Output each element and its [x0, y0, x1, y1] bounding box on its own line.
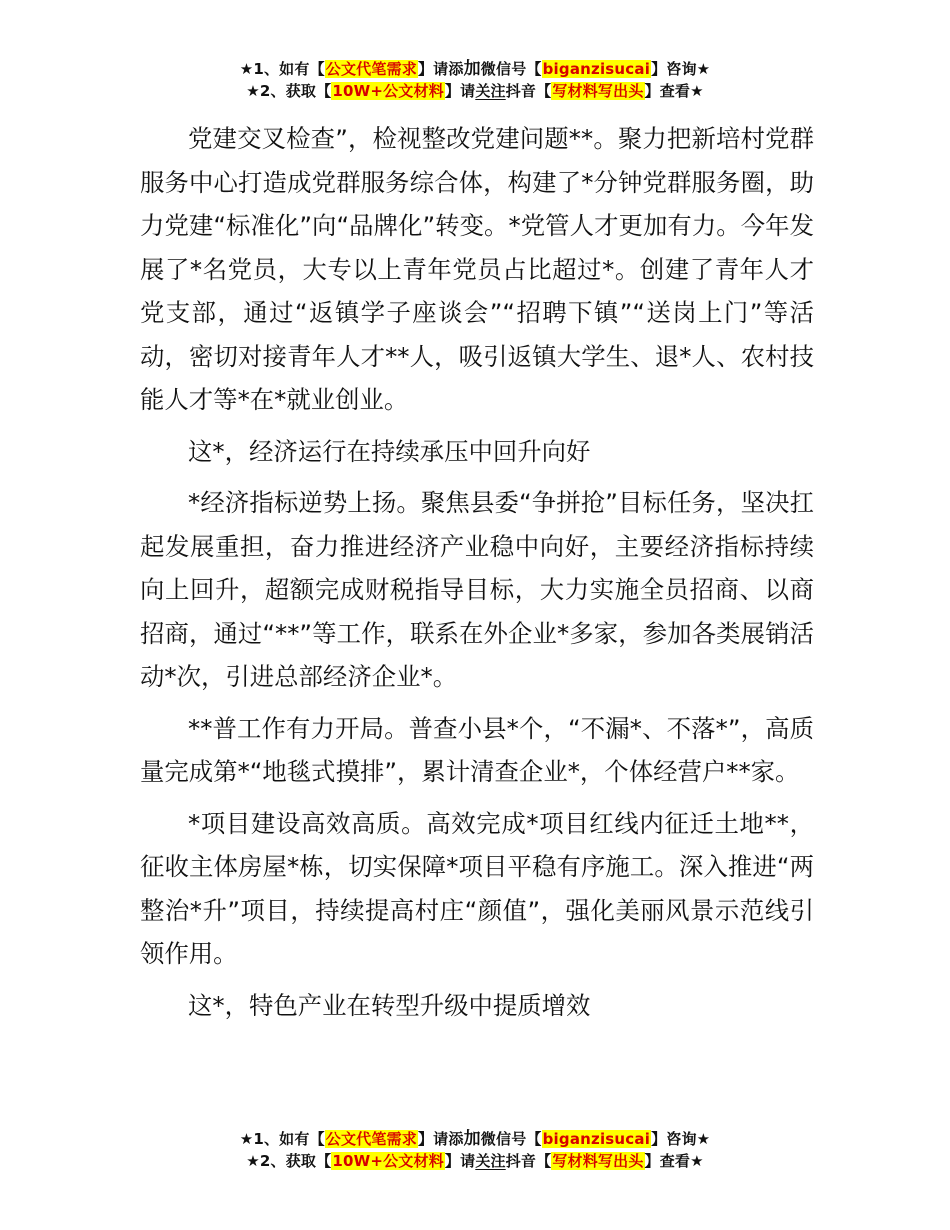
- banner-douyin-id: 写材料写出头: [552, 1152, 644, 1170]
- paragraph: *项目建设高效高质。高效完成*项目红线内征迁土地**，征收主体房屋*栋，切实保障*项目平稳有序施工。深入推进“两整治*升”项目，持续提高村庄“颜值”，强化美丽风景示范线引领作用。: [140, 808, 814, 968]
- banner-highlight: 10W+公文材料: [332, 1152, 444, 1170]
- banner-text: 抖音【: [505, 1152, 552, 1170]
- footer-banner-line-2: [0, 1150, 950, 1172]
- banner-wechat-id: biganzisucai: [542, 60, 651, 78]
- banner-underlined-text: 关注: [475, 1152, 506, 1170]
- banner-text: ★2、获取【: [246, 82, 332, 100]
- banner-text: ★2、获取【: [246, 1152, 332, 1170]
- section-heading: 这*，特色产业在转型升级中提质增效: [188, 990, 591, 1020]
- banner-highlight: 10W+公文材料: [332, 82, 444, 100]
- header-banner-line-2: [0, 80, 950, 102]
- banner-text: 】查看★: [644, 1152, 704, 1170]
- paragraph: *经济指标逆势上扬。聚焦县委“争拼抢”目标任务，坚决扛起发展重担，奋力推进经济产业稳中向好，主要经济指标持续向上回升，超额完成财税指导目标，大力实施全员招商、以商招商，通过“**”等工作，联系在外企业*多家，参加各类展销活动*次，引进总部经济企业*。: [140, 488, 814, 691]
- banner-bold-text: 加: [463, 59, 481, 79]
- footer-banner: [0, 1128, 950, 1172]
- banner-text: ★1、如有【: [239, 1130, 325, 1148]
- section-heading: 这*，经济运行在持续承压中回升向好: [188, 436, 591, 466]
- footer-banner-line-1: [0, 1128, 950, 1150]
- banner-text: 微信号【: [480, 1130, 542, 1148]
- banner-text: 】咨询★: [651, 60, 711, 78]
- banner-highlight: 公文代笔需求: [325, 1130, 417, 1148]
- header-banner: [0, 58, 950, 102]
- banner-text: 】请: [444, 1152, 476, 1170]
- banner-text: 】请添: [417, 1130, 464, 1148]
- banner-underlined-text: 关注: [475, 82, 506, 100]
- banner-text: 】查看★: [644, 82, 704, 100]
- header-banner-line-1: [0, 58, 950, 80]
- banner-text: 微信号【: [480, 60, 542, 78]
- paragraph: 党建交叉检查”，检视整改党建问题**。聚力把新培村党群服务中心打造成党群服务综合体，构建了*分钟党群服务圈，助力党建“标准化”向“品牌化”转变。*党管人才更加有力。今年发展了*名党员，大专以上青年党员占比超过*。创建了青年人才党支部，通过“返镇学子座谈会”“招聘下镇”“送岗上门”等活动，密切对接青年人才**人，吸引返镇大学生、退*人、农村技能人才等*在*就业创业。: [140, 124, 814, 414]
- document-body: [140, 117, 814, 1027]
- banner-text: 】请: [444, 82, 476, 100]
- banner-highlight: 公文代笔需求: [325, 60, 417, 78]
- banner-douyin-id: 写材料写出头: [552, 82, 644, 100]
- banner-text: 】请添: [417, 60, 464, 78]
- paragraph: **普工作有力开局。普查小县*个，“不漏*、不落*”，高质量完成第*“地毯式摸排”，累计清查企业*，个体经营户**家。: [140, 713, 814, 786]
- banner-text: 】咨询★: [651, 1130, 711, 1148]
- banner-text: ★1、如有【: [239, 60, 325, 78]
- banner-text: 抖音【: [505, 82, 552, 100]
- banner-wechat-id: biganzisucai: [542, 1130, 651, 1148]
- banner-bold-text: 加: [463, 1129, 481, 1149]
